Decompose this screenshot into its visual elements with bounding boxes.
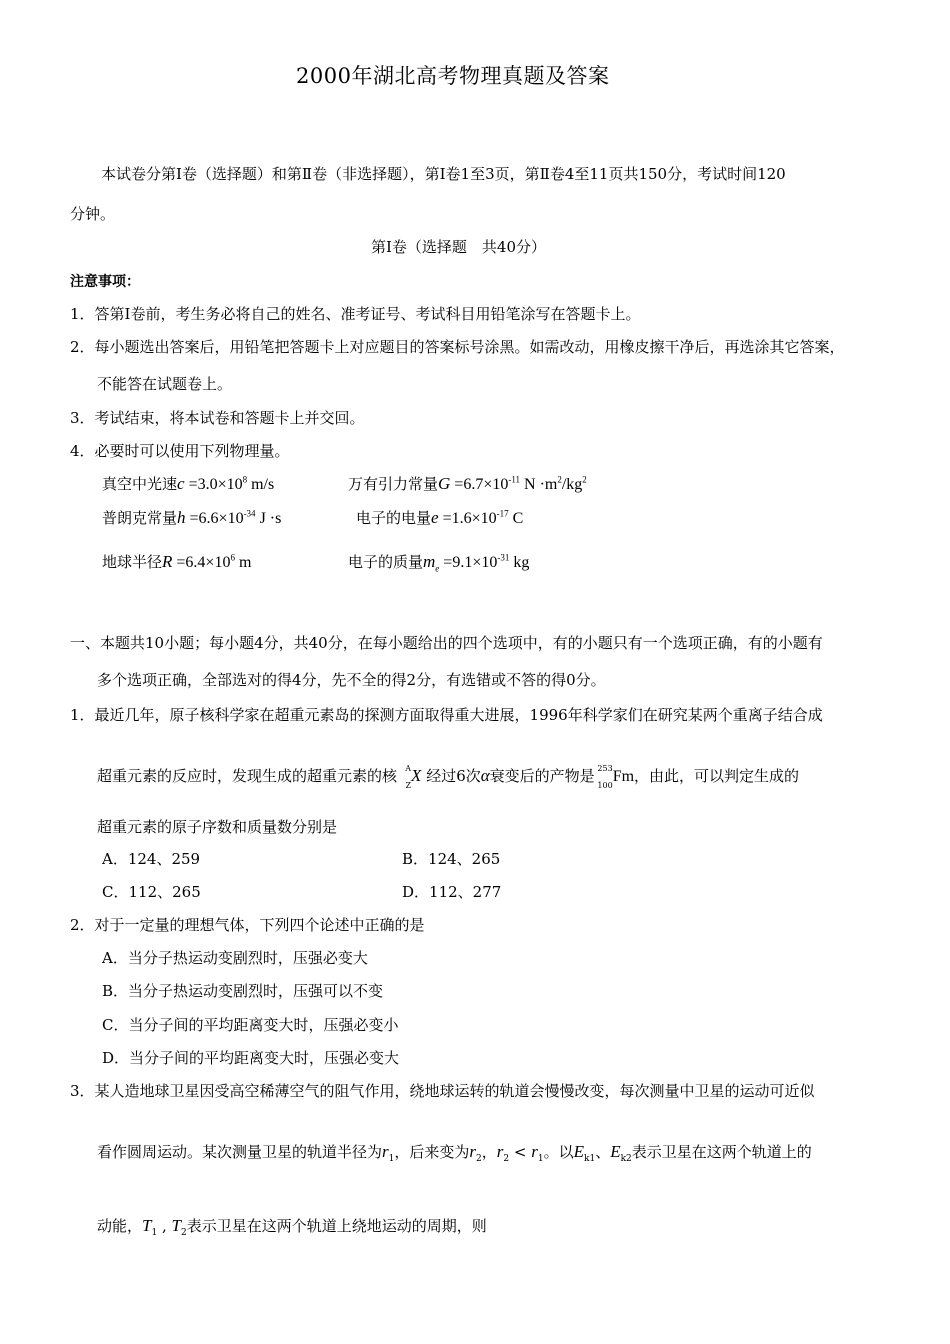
constant-c: 真空中光速$c =3.0\times 10^8$ m/s	[102, 474, 275, 493]
q3-line-3: 动能，$T_1$ , $T_2$表示卫星在这两个轨道上绕地运动的周期，则	[97, 1216, 487, 1238]
q2-option-c: C．当分子间的平均距离变大时，压强必变小	[102, 1016, 399, 1034]
q3-line-2: 看作圆周运动。某次测量卫星的轨道半径为$r_1$，后来变为$r_2$，$r_2 < r_1$。以$E_{k1}$、$E_{k2}$表示卫星在这两个轨道上的	[97, 1142, 812, 1164]
page-title: 2000年湖北高考物理真题及答案	[296, 64, 610, 88]
q1-option-c: C．112、265	[102, 883, 201, 901]
constant-me: 电子的质量$m_e =9.1\times 10^{-31}$ kg	[348, 552, 530, 574]
part1-intro-2: 多个选项正确，全部选对的得4分，先不全的得2分，有选错或不答的得0分。	[97, 671, 606, 689]
intro-line-2: 分钟。	[70, 205, 116, 223]
q1-option-d: D．112、277	[402, 883, 502, 901]
constant-e: 电子的电量$e =1.6\times 10^{-17}$ C	[356, 508, 524, 527]
constant-me-label: 电子的质量	[348, 553, 424, 571]
section-title: 第Ⅰ卷（选择题 共40分）	[371, 238, 547, 256]
q3-line-1: 3．某人造地球卫星因受高空稀薄空气的阻气作用，绕地球运转的轨道会慢慢改变，每次测量中卫星的运动可近似	[70, 1082, 815, 1100]
note-2-cont: 不能答在试题卷上。	[97, 375, 233, 393]
q1-option-a: A．124、259	[102, 850, 201, 868]
q1-line-1: 1．最近几年，原子核科学家在超重元素岛的探测方面取得重大进展，1996年科学家们在研究某两个重离子结合成	[70, 706, 823, 724]
q2-option-b: B．当分子热运动变剧烈时，压强可以不变	[102, 982, 384, 1000]
constant-h: 普朗克常量$h =6.6\times 10^{-34}$ J ·s	[102, 508, 282, 527]
constant-c-label: 真空中光速	[102, 475, 178, 493]
note-4: 4．必要时可以使用下列物理量。	[70, 442, 290, 460]
q1-line-2: 超重元素的反应时，发现生成的超重元素的核 A Z X 经过6次α衰变后的产物是 253 100 Fm，由此，可以判定生成的	[97, 764, 800, 790]
q1-option-b: B．124、265	[402, 850, 501, 868]
intro-line-1: 本试卷分第Ⅰ卷（选择题）和第Ⅱ卷（非选择题），第Ⅰ卷1至3页，第Ⅱ卷4至11页共150分，考试时间120	[101, 165, 786, 183]
part1-intro-1: 一、本题共10小题；每小题4分，共40分，在每小题给出的四个选项中，有的小题只有一个选项正确，有的小题有	[70, 634, 823, 652]
constant-R: 地球半径$R =6.4\times 10^6$ m	[102, 552, 252, 571]
constant-R-label: 地球半径	[102, 553, 163, 571]
notes-heading: 注意事项：	[70, 274, 140, 290]
q1-line-3: 超重元素的原子序数和质量数分别是	[97, 818, 338, 836]
q2-option-d: D．当分子间的平均距离变大时，压强必变大	[102, 1049, 400, 1067]
q2-option-a: A．当分子热运动变剧烈时，压强必变大	[102, 949, 368, 967]
note-1: 1．答第Ⅰ卷前，考生务必将自己的姓名、准考证号、考试科目用铅笔涂写在答题卡上。	[70, 305, 641, 323]
constant-e-label: 电子的电量	[356, 509, 432, 527]
constant-h-label: 普朗克常量	[102, 509, 178, 527]
note-3: 3．考试结束，将本试卷和答题卡上并交回。	[70, 409, 365, 427]
note-2: 2．每小题选出答案后，用铅笔把答题卡上对应题目的答案标号涂黑。如需改动，用橡皮擦干净后，再选涂其它答案，	[70, 338, 845, 356]
constant-G: 万有引力常量$G =6.7\times 10^{-11}$ $N \cdot m^2/kg^2$	[348, 474, 587, 493]
q2-stem: 2．对于一定量的理想气体，下列四个论述中正确的是	[70, 916, 425, 934]
constant-G-label: 万有引力常量	[348, 475, 439, 493]
